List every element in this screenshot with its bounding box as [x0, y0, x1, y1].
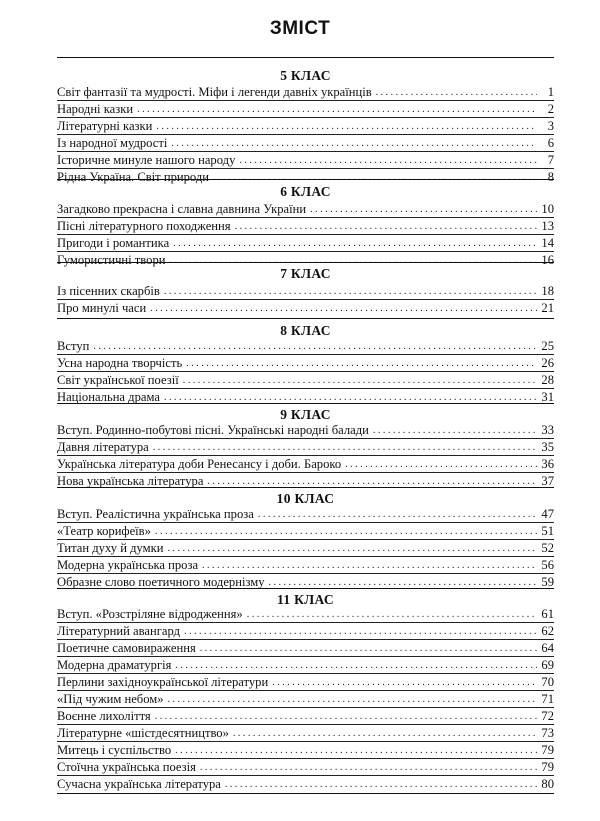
leader-dots: [200, 764, 537, 772]
toc-entry-title: Давня література: [57, 440, 149, 454]
toc-entry-title: Літературні казки: [57, 119, 153, 133]
toc-entry[interactable]: [57, 299, 554, 316]
toc-entry-title: Вступ. «Розстріляне відродження»: [57, 607, 243, 621]
toc-entry-title: Рідна Україна. Світ природи: [57, 170, 209, 184]
toc-entry-page: 73: [541, 726, 554, 740]
toc-entry-page: 72: [541, 709, 554, 723]
leader-dots: [183, 377, 537, 385]
toc-entry[interactable]: [57, 438, 554, 455]
toc-entry-page: 36: [541, 457, 554, 471]
page-title: ЗМІСТ: [269, 18, 331, 39]
toc-entry-page: 62: [541, 624, 554, 638]
leader-dots: [213, 174, 537, 182]
toc-entry[interactable]: [57, 117, 554, 134]
toc-entry-page: 25: [541, 339, 554, 353]
leader-dots: [272, 679, 537, 687]
toc-entry-title: Загадково прекрасна і славна давнина України: [57, 202, 307, 216]
leader-dots: [173, 240, 537, 248]
leader-dots: [156, 123, 537, 131]
toc-entry-page: 8: [547, 170, 554, 184]
toc-entry-title: Образне слово поетичного модернізму: [57, 575, 265, 589]
leader-dots: [233, 730, 537, 738]
toc-entry[interactable]: [57, 656, 554, 673]
toc-entry-title: Модерна українська проза: [57, 558, 199, 572]
toc-entry[interactable]: [57, 200, 554, 217]
section-heading: 7 КЛАС: [280, 266, 331, 281]
section-rule: [57, 487, 554, 488]
section-rule: [57, 318, 554, 319]
leader-dots: [186, 360, 537, 368]
toc-entry[interactable]: [57, 455, 554, 472]
toc-entry-title: Вступ. Реалістична українська проза: [57, 507, 254, 521]
toc-entry-page: 1: [547, 85, 554, 99]
toc-entry-page: 61: [541, 607, 554, 621]
section-rule: [57, 403, 554, 404]
bottom-rule: [57, 793, 554, 794]
toc-entry-title: Пісні літературного походження: [57, 219, 231, 233]
toc-entry-page: 47: [541, 507, 554, 521]
toc-entry[interactable]: [57, 605, 554, 622]
leader-dots: [345, 461, 537, 469]
toc-entry[interactable]: [57, 775, 554, 792]
toc-entry-title: Сучасна українська література: [57, 777, 221, 791]
leader-dots: [207, 478, 537, 486]
title-rule: [57, 57, 554, 58]
toc-entry-page: 6: [547, 136, 554, 150]
leader-dots: [155, 713, 537, 721]
leader-dots: [225, 781, 537, 789]
toc-entry-page: 64: [541, 641, 554, 655]
leader-dots: [200, 645, 537, 653]
leader-dots: [202, 562, 537, 570]
toc-entry-page: 10: [541, 202, 554, 216]
toc-entry[interactable]: [57, 556, 554, 573]
toc-entry[interactable]: [57, 354, 554, 371]
leader-dots: [239, 157, 537, 165]
toc-entry-title: Митець і суспільство: [57, 743, 172, 757]
section-rule: [57, 588, 554, 589]
toc-entry-page: 28: [541, 373, 554, 387]
toc-entry[interactable]: [57, 100, 554, 117]
leader-dots: [235, 223, 537, 231]
section-rule: [57, 262, 554, 263]
toc-entry-title: Стоїчна українська поезія: [57, 760, 196, 774]
toc-entry-title: Усна народна творчість: [57, 356, 183, 370]
toc-entry-page: 52: [541, 541, 554, 555]
toc-entry-title: Літературний авангард: [57, 624, 180, 638]
toc-entry-title: Народні казки: [57, 102, 134, 116]
section-heading: 6 КЛАС: [280, 184, 331, 199]
toc-entry-page: 33: [541, 423, 554, 437]
leader-dots: [184, 628, 537, 636]
toc-entry-title: Титан духу й думки: [57, 541, 164, 555]
leader-dots: [175, 747, 537, 755]
toc-entry-title: Національна драма: [57, 390, 160, 404]
toc-entry-title: «Під чужим небом»: [57, 692, 164, 706]
leader-dots: [170, 257, 538, 265]
toc-entry[interactable]: [57, 134, 554, 151]
toc-entry-title: Поетичне самовираження: [57, 641, 196, 655]
toc-entry-title: Із народної мудрості: [57, 136, 168, 150]
toc-entry-page: 31: [541, 390, 554, 404]
toc-entry[interactable]: [57, 707, 554, 724]
toc-entry[interactable]: [57, 151, 554, 168]
leader-dots: [150, 305, 537, 313]
toc-entry[interactable]: [57, 282, 554, 299]
section-heading: 10 КЛАС: [276, 491, 335, 506]
toc-entry-page: 69: [541, 658, 554, 672]
leader-dots: [153, 444, 537, 452]
toc-entry[interactable]: [57, 539, 554, 556]
toc-entry-page: 2: [547, 102, 554, 116]
toc-entry-page: 70: [541, 675, 554, 689]
toc-entry-page: 79: [541, 760, 554, 774]
toc-entry[interactable]: [57, 234, 554, 251]
toc-entry[interactable]: [57, 337, 554, 354]
leader-dots: [168, 696, 537, 704]
toc-entry-title: Воєнне лихоліття: [57, 709, 151, 723]
toc-entry-page: 14: [541, 236, 554, 250]
toc-entry[interactable]: [57, 83, 554, 100]
toc-entry[interactable]: [57, 371, 554, 388]
toc-entry[interactable]: [57, 724, 554, 741]
toc-entry-title: «Театр корифеїв»: [57, 524, 151, 538]
leader-dots: [376, 89, 537, 97]
leader-dots: [310, 206, 537, 214]
leader-dots: [373, 427, 537, 435]
toc-entry-page: 16: [541, 253, 554, 267]
leader-dots: [247, 611, 537, 619]
leader-dots: [175, 662, 537, 670]
toc-entry-page: 59: [541, 575, 554, 589]
toc-entry-title: Із пісенних скарбів: [57, 284, 160, 298]
toc-entry-page: 37: [541, 474, 554, 488]
toc-entry[interactable]: [57, 758, 554, 775]
toc-entry[interactable]: [57, 168, 554, 185]
section-heading: 5 КЛАС: [280, 68, 331, 83]
toc-entry-page: 79: [541, 743, 554, 757]
toc-entry[interactable]: [57, 741, 554, 758]
leader-dots: [164, 394, 537, 402]
toc-entry-page: 51: [541, 524, 554, 538]
toc-entry[interactable]: [57, 217, 554, 234]
toc-entry[interactable]: [57, 622, 554, 639]
section-heading: 11 КЛАС: [277, 592, 334, 607]
toc-entry-title: Історичне минуле нашого народу: [57, 153, 236, 167]
leader-dots: [269, 579, 537, 587]
toc-entry-title: Гумористичні твори: [57, 253, 166, 267]
toc-entry-title: Світ української поезії: [57, 373, 179, 387]
toc-entry[interactable]: [57, 421, 554, 438]
toc-entry-title: Літературне «шістдесятництво»: [57, 726, 229, 740]
toc-entry-page: 35: [541, 440, 554, 454]
section-heading: 9 КЛАС: [280, 407, 331, 422]
toc-entry-page: 18: [541, 284, 554, 298]
toc-entry-page: 26: [541, 356, 554, 370]
leader-dots: [155, 528, 537, 536]
toc-entry-page: 3: [547, 119, 554, 133]
leader-dots: [167, 545, 537, 553]
toc-entry-page: 21: [541, 301, 554, 315]
toc-entry-title: Пригоди і романтика: [57, 236, 170, 250]
toc-entry-title: Вступ. Родинно-побутові пісні. Українські народні балади: [57, 423, 369, 437]
toc-entry-title: Модерна драматургія: [57, 658, 172, 672]
toc-entry[interactable]: [57, 639, 554, 656]
leader-dots: [164, 288, 537, 296]
section-rule: [57, 179, 554, 180]
leader-dots: [171, 140, 537, 148]
toc-entry-page: 80: [541, 777, 554, 791]
toc-entry-page: 7: [547, 153, 554, 167]
toc-entry-page: 56: [541, 558, 554, 572]
toc-entry[interactable]: [57, 522, 554, 539]
toc-entry-title: Про минулі часи: [57, 301, 147, 315]
toc-entry-page: 71: [541, 692, 554, 706]
leader-dots: [137, 106, 537, 114]
section-heading: 8 КЛАС: [280, 323, 331, 338]
toc-entry-title: Українська література доби Ренесансу і доби. Бароко: [57, 457, 342, 471]
toc-entry-title: Світ фантазії та мудрості. Міфи і легенди давніх українців: [57, 85, 372, 99]
toc-entry-page: 13: [541, 219, 554, 233]
toc-entry-title: Вступ: [57, 339, 90, 353]
leader-dots: [258, 511, 537, 519]
toc-entry[interactable]: [57, 673, 554, 690]
toc-entry-title: Перлини західноукраїнської літератури: [57, 675, 269, 689]
toc-entry[interactable]: [57, 505, 554, 522]
toc-entry-title: Нова українська література: [57, 474, 204, 488]
leader-dots: [93, 343, 537, 351]
toc-entry[interactable]: [57, 690, 554, 707]
